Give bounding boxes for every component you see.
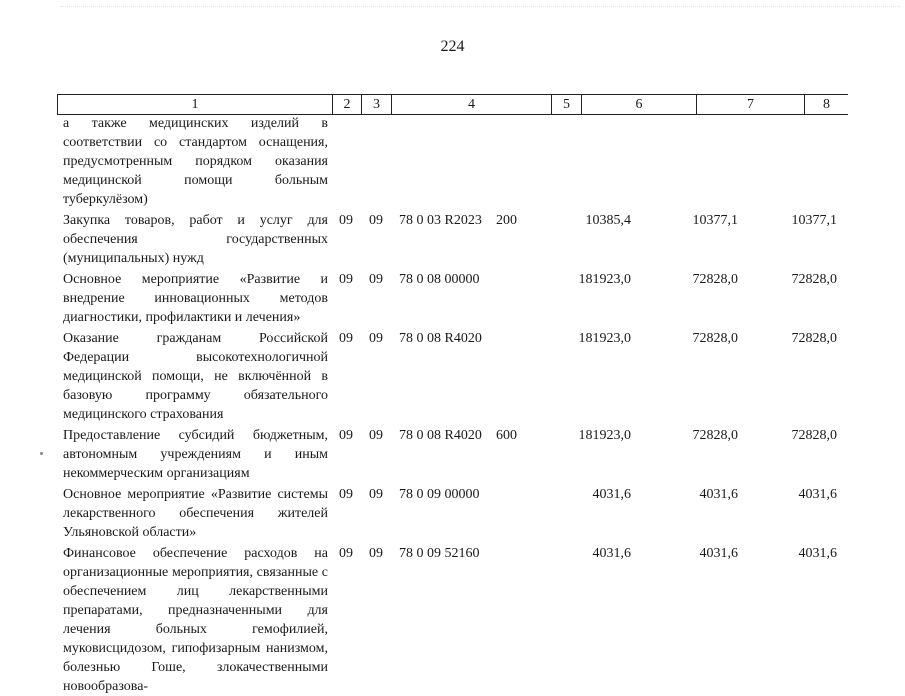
row-amount-2: 10377,1 <box>692 213 738 228</box>
table-row <box>0 485 905 542</box>
row-subsection: 09 <box>369 272 383 287</box>
row-amount-3: 72828,0 <box>791 428 837 443</box>
row-section: 09 <box>339 213 353 228</box>
header-col-4: 4 <box>392 95 552 114</box>
row-amount-2: 72828,0 <box>692 331 738 346</box>
row-name: Основное мероприятие «Развитие системы лекарственного обеспечения жителей Ульяновской области» <box>63 487 328 540</box>
row-amount-3: 72828,0 <box>791 272 837 287</box>
row-amount-1: 181923,0 <box>578 428 631 443</box>
row-target-code: 78 0 08 00000 <box>399 272 480 287</box>
table-row <box>0 544 905 696</box>
row-amount-3: 10377,1 <box>791 213 837 228</box>
row-amount-1: 181923,0 <box>578 331 631 346</box>
header-col-2: 2 <box>333 95 362 114</box>
row-amount-3: 4031,6 <box>798 546 837 561</box>
row-subsection: 09 <box>369 331 383 346</box>
row-section: 09 <box>339 546 353 561</box>
row-name: Оказание гражданам Российской Федерации высокотехнологичной медицинской помощи, не включённой в базовую программу обязательного медицинского страхования <box>63 331 328 422</box>
row-section: 09 <box>339 272 353 287</box>
row-amount-1: 4031,6 <box>592 546 631 561</box>
row-name: Закупка товаров, работ и услуг для обеспечения государственных (муниципальных) нужд <box>63 213 328 266</box>
row-amount-2: 4031,6 <box>699 487 738 502</box>
page-number: 224 <box>440 38 465 55</box>
table-row <box>0 211 905 268</box>
table-row <box>0 270 905 327</box>
row-name: Основное мероприятие «Развитие и внедрение инновационных методов диагностики, профилактики и лечения» <box>63 272 328 325</box>
row-amount-2: 72828,0 <box>692 428 738 443</box>
row-amount-3: 72828,0 <box>791 331 837 346</box>
row-section: 09 <box>339 331 353 346</box>
row-target-code: 78 0 09 52160 <box>399 546 480 561</box>
table-header-row <box>57 94 848 115</box>
row-target-code: 78 0 08 R4020 <box>399 428 482 443</box>
table-body <box>0 114 905 696</box>
row-subsection: 09 <box>369 213 383 228</box>
row-amount-1: 181923,0 <box>578 272 631 287</box>
row-section: 09 <box>339 428 353 443</box>
row-expense-type: 600 <box>496 428 517 443</box>
row-amount-2: 4031,6 <box>699 546 738 561</box>
row-name: Предоставление субсидий бюджетным, автономным учреждениям и иным некоммерческим организациям <box>63 428 328 481</box>
row-amount-3: 4031,6 <box>798 487 837 502</box>
row-amount-1: 4031,6 <box>592 487 631 502</box>
header-col-7: 7 <box>697 95 805 114</box>
row-amount-1: 10385,4 <box>585 213 631 228</box>
row-subsection: 09 <box>369 546 383 561</box>
header-col-5: 5 <box>552 95 582 114</box>
scan-artifact-dots <box>60 6 900 11</box>
row-target-code: 78 0 09 00000 <box>399 487 480 502</box>
row-target-code: 78 0 03 R2023 <box>399 213 482 228</box>
row-target-code: 78 0 08 R4020 <box>399 331 482 346</box>
row-name: а также медицинских изделий в соответствии со стандартом оснащения, предусмотренным порядком оказания медицинской помощи больным туберкулёзом) <box>63 116 328 207</box>
row-amount-2: 72828,0 <box>692 272 738 287</box>
row-subsection: 09 <box>369 428 383 443</box>
row-subsection: 09 <box>369 487 383 502</box>
row-expense-type: 200 <box>496 213 517 228</box>
scan-speck <box>40 452 43 455</box>
table-row <box>0 329 905 424</box>
header-col-8: 8 <box>823 97 830 112</box>
row-section: 09 <box>339 487 353 502</box>
table-row <box>0 426 905 483</box>
header-col-3: 3 <box>362 95 392 114</box>
row-name: Финансовое обеспечение расходов на организационные мероприятия, связанные с обеспечением лиц лекарственными препаратами, предназначенными для лечения больных гемофилией, муковисцидозом, гипофизарным нанизмом, болезнью Гоше, злокачественными новообразова- <box>63 546 328 694</box>
table-row <box>0 114 905 209</box>
header-col-6: 6 <box>582 95 697 114</box>
header-col-1: 1 <box>58 95 333 114</box>
